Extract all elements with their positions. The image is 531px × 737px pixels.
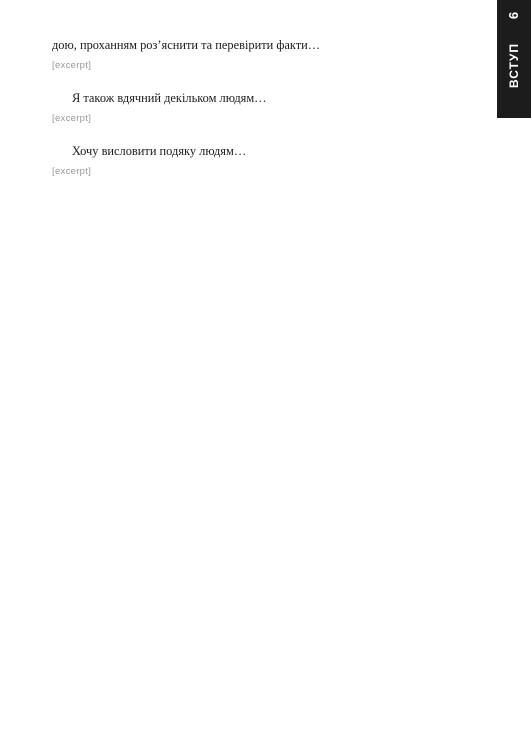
excerpt-marker: [excerpt] xyxy=(52,59,92,71)
paragraph-2-excerpt: Я також вдячний декільком людям… xyxy=(72,91,267,105)
page-body xyxy=(52,36,482,195)
excerpt-marker: [excerpt] xyxy=(52,112,92,124)
paragraph-1-excerpt: дою, проханням роз’яснити та перевірити факти… xyxy=(52,38,321,52)
page-number: 9 xyxy=(506,11,522,20)
section-title: ВСТУП xyxy=(507,43,521,88)
paragraph-3-excerpt: Хочу висловити подяку людям… xyxy=(72,144,247,158)
excerpt-marker: [excerpt] xyxy=(52,165,92,177)
running-header xyxy=(497,0,531,118)
